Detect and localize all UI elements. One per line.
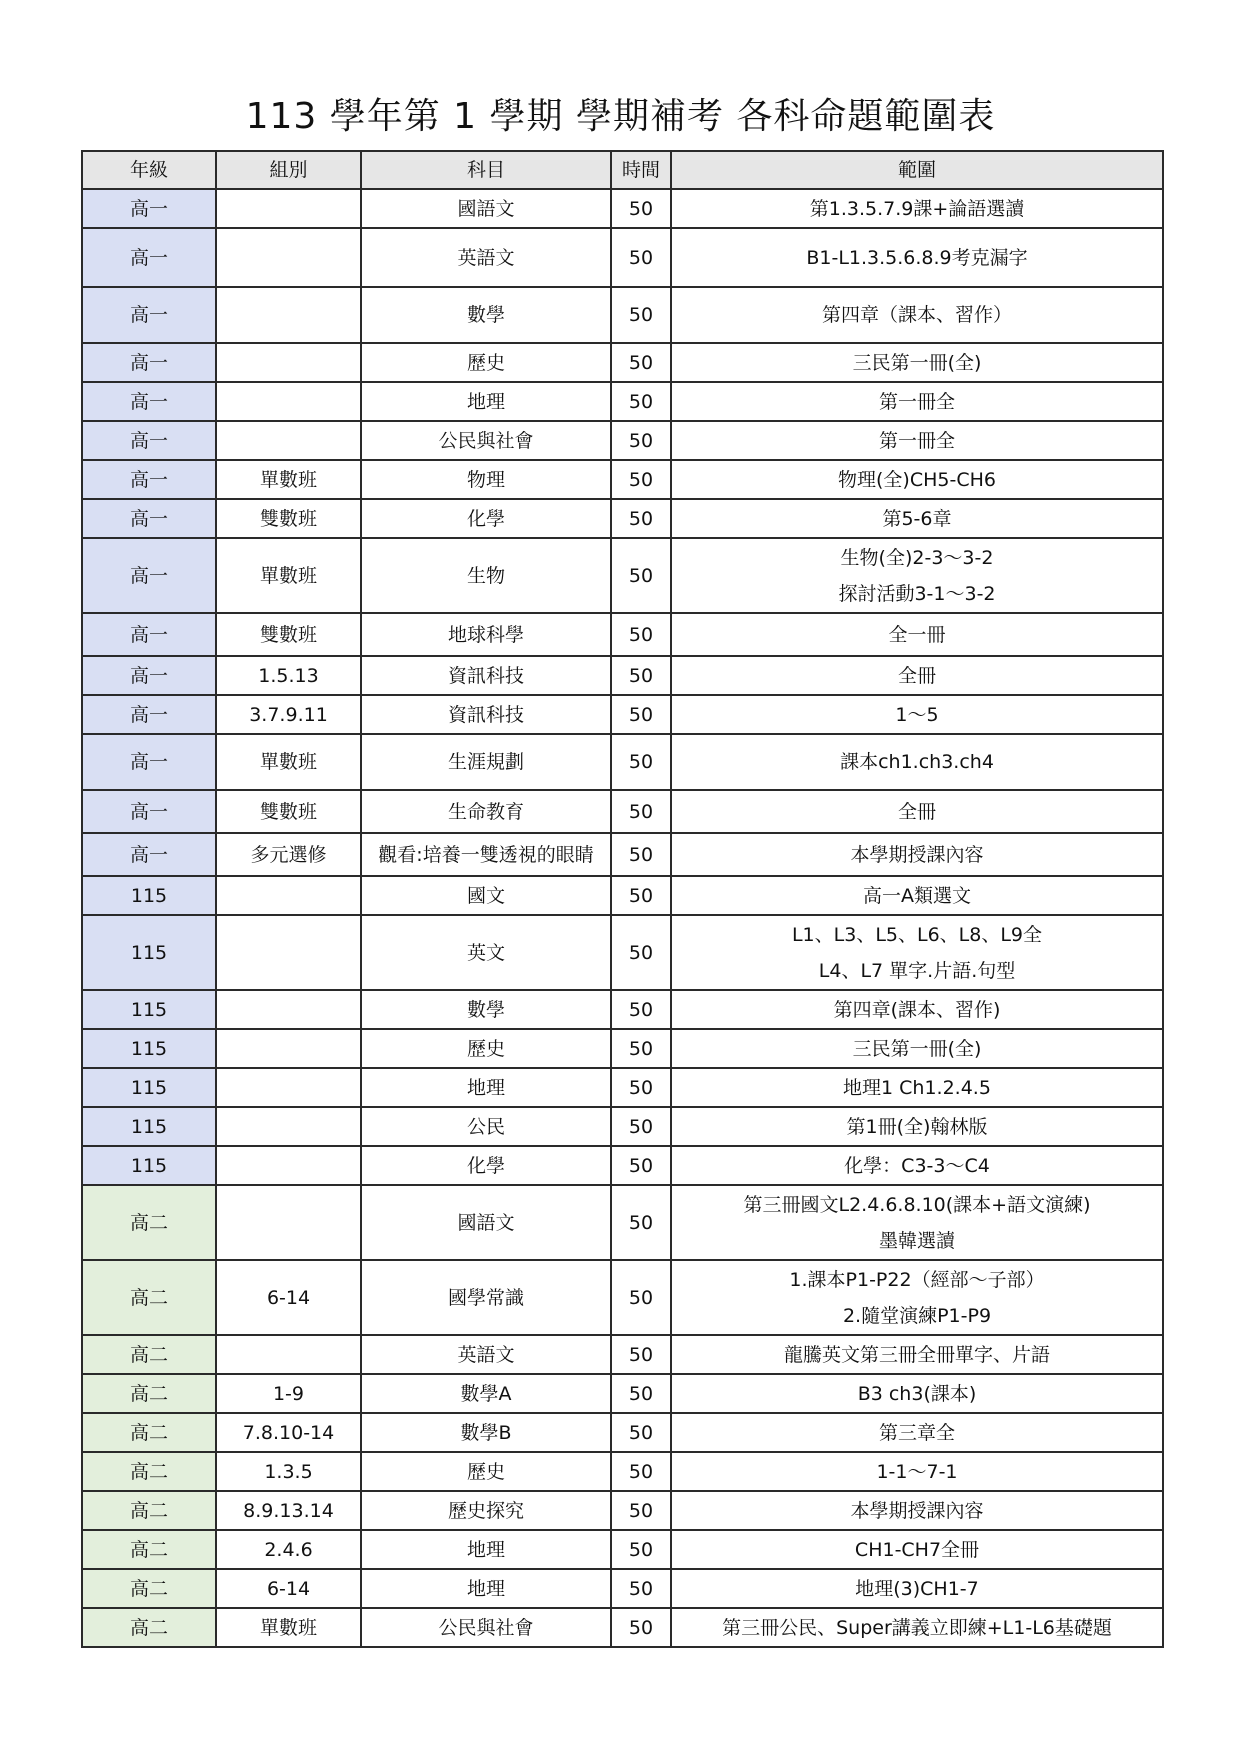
subject-cell: 地理 — [361, 382, 611, 421]
scope-cell — [671, 1569, 1163, 1608]
group-cell — [216, 228, 361, 287]
scope-line: 第三冊國文L2.4.6.8.10(課本+語文演練) — [743, 1193, 1091, 1216]
scope-line: 2.隨堂演練P1-P9 — [842, 1304, 992, 1327]
group-cell: 6-14 — [216, 1260, 361, 1335]
scope-line: 第1冊(全)翰林版 — [846, 1115, 988, 1138]
time-cell: 50 — [611, 1107, 671, 1146]
scope-cell — [671, 1029, 1163, 1068]
grade-cell: 高一 — [82, 343, 216, 382]
scope-line: 1.課本P1-P22（經部～子部） — [789, 1268, 1045, 1291]
grade-cell: 高一 — [82, 538, 216, 613]
time-cell: 50 — [611, 1491, 671, 1530]
scope-cell — [671, 228, 1163, 287]
time-cell: 50 — [611, 421, 671, 460]
grade-cell: 高二 — [82, 1530, 216, 1569]
time-cell: 50 — [611, 1185, 671, 1260]
subject-cell: 國語文 — [361, 1185, 611, 1260]
scope-line: 1-1～7-1 — [876, 1460, 958, 1483]
group-cell — [216, 287, 361, 343]
time-cell: 50 — [611, 876, 671, 915]
grade-cell: 高一 — [82, 287, 216, 343]
scope-line: 全冊 — [897, 664, 936, 687]
exam-scope-table — [81, 150, 1164, 1648]
subject-cell: 地理 — [361, 1569, 611, 1608]
scope-line: 第一冊全 — [878, 390, 955, 413]
grade-cell: 高一 — [82, 833, 216, 876]
table-row — [82, 1146, 1163, 1185]
time-cell: 50 — [611, 1530, 671, 1569]
scope-cell — [671, 990, 1163, 1029]
grade-cell: 115 — [82, 990, 216, 1029]
scope-line: 龍騰英文第三冊全冊單字、片語 — [783, 1343, 1050, 1366]
group-cell: 1.5.13 — [216, 656, 361, 695]
scope-cell — [671, 460, 1163, 499]
subject-cell: 化學 — [361, 499, 611, 538]
table-row — [82, 460, 1163, 499]
header-time: 時間 — [611, 151, 671, 189]
table-row — [82, 1185, 1163, 1260]
time-cell: 50 — [611, 990, 671, 1029]
time-cell: 50 — [611, 1029, 671, 1068]
grade-cell: 高一 — [82, 613, 216, 656]
scope-cell — [671, 876, 1163, 915]
subject-cell: 數學 — [361, 990, 611, 1029]
scope-cell — [671, 613, 1163, 656]
table-row — [82, 1260, 1163, 1335]
scope-cell — [671, 1608, 1163, 1647]
grade-cell: 高二 — [82, 1452, 216, 1491]
group-cell — [216, 876, 361, 915]
scope-line: 三民第一冊(全) — [852, 1037, 982, 1060]
subject-cell: 國語文 — [361, 189, 611, 228]
subject-cell: 數學B — [361, 1413, 611, 1452]
scope-cell — [671, 734, 1163, 790]
group-cell: 單數班 — [216, 1608, 361, 1647]
group-cell: 雙數班 — [216, 613, 361, 656]
grade-cell: 115 — [82, 1068, 216, 1107]
subject-cell: 數學 — [361, 287, 611, 343]
scope-line: 物理(全)CH5-CH6 — [838, 468, 996, 491]
scope-cell — [671, 1413, 1163, 1452]
subject-cell: 歷史 — [361, 1029, 611, 1068]
scope-line: 三民第一冊(全) — [852, 351, 982, 374]
scope-line: B3 ch3(課本) — [857, 1382, 977, 1405]
time-cell: 50 — [611, 1413, 671, 1452]
group-cell: 雙數班 — [216, 790, 361, 833]
subject-cell: 歷史探究 — [361, 1491, 611, 1530]
time-cell: 50 — [611, 1608, 671, 1647]
time-cell: 50 — [611, 343, 671, 382]
scope-line: 全一冊 — [888, 623, 946, 646]
scope-cell — [671, 695, 1163, 734]
time-cell: 50 — [611, 1374, 671, 1413]
table-row — [82, 876, 1163, 915]
subject-cell: 地理 — [361, 1068, 611, 1107]
scope-line: 1～5 — [895, 703, 939, 726]
grade-cell: 高一 — [82, 734, 216, 790]
scope-line: 本學期授課內容 — [850, 1499, 984, 1522]
scope-cell — [671, 1107, 1163, 1146]
scope-cell — [671, 656, 1163, 695]
time-cell: 50 — [611, 499, 671, 538]
table-row — [82, 915, 1163, 990]
grade-cell: 高一 — [82, 499, 216, 538]
table-row — [82, 656, 1163, 695]
scope-line: 本學期授課內容 — [850, 843, 984, 866]
subject-cell: 公民與社會 — [361, 421, 611, 460]
group-cell: 雙數班 — [216, 499, 361, 538]
subject-cell: 公民 — [361, 1107, 611, 1146]
scope-cell — [671, 538, 1163, 613]
grade-cell: 高二 — [82, 1185, 216, 1260]
group-cell — [216, 1029, 361, 1068]
table-row — [82, 990, 1163, 1029]
scope-line: 地理(3)CH1-7 — [855, 1577, 979, 1600]
table-row — [82, 695, 1163, 734]
subject-cell: 地球科學 — [361, 613, 611, 656]
scope-cell — [671, 1068, 1163, 1107]
page-title: 113 學年第 1 學期 學期補考 各科命題範圍表 — [245, 96, 996, 137]
table-row — [82, 833, 1163, 876]
grade-cell: 高一 — [82, 421, 216, 460]
grade-cell: 115 — [82, 1107, 216, 1146]
scope-line: 第5-6章 — [882, 507, 952, 530]
group-cell — [216, 343, 361, 382]
grade-cell: 高二 — [82, 1608, 216, 1647]
subject-cell: 化學 — [361, 1146, 611, 1185]
time-cell: 50 — [611, 1260, 671, 1335]
subject-cell: 英語文 — [361, 228, 611, 287]
time-cell: 50 — [611, 833, 671, 876]
scope-cell — [671, 287, 1163, 343]
scope-line: 地理1 Ch1.2.4.5 — [843, 1076, 991, 1099]
time-cell: 50 — [611, 790, 671, 833]
table-row — [82, 499, 1163, 538]
time-cell: 50 — [611, 1569, 671, 1608]
time-cell: 50 — [611, 287, 671, 343]
group-cell: 1.3.5 — [216, 1452, 361, 1491]
table-row — [82, 1374, 1163, 1413]
group-cell — [216, 1107, 361, 1146]
time-cell: 50 — [611, 460, 671, 499]
scope-line: L1、L3、L5、L6、L8、L9全 — [791, 923, 1043, 946]
table-row — [82, 1452, 1163, 1491]
scope-line: 化學：C3-3～C4 — [844, 1154, 990, 1177]
grade-cell: 115 — [82, 876, 216, 915]
subject-cell: 觀看:培養一雙透視的眼睛 — [361, 833, 611, 876]
group-cell: 2.4.6 — [216, 1530, 361, 1569]
table-row — [82, 734, 1163, 790]
header-subject: 科目 — [361, 151, 611, 189]
group-cell — [216, 189, 361, 228]
table-row — [82, 421, 1163, 460]
grade-cell: 115 — [82, 915, 216, 990]
time-cell: 50 — [611, 189, 671, 228]
grade-cell: 高一 — [82, 695, 216, 734]
subject-cell: 國學常識 — [361, 1260, 611, 1335]
subject-cell: 公民與社會 — [361, 1608, 611, 1647]
scope-cell — [671, 790, 1163, 833]
table-row — [82, 790, 1163, 833]
subject-cell: 英文 — [361, 915, 611, 990]
scope-cell — [671, 1185, 1163, 1260]
time-cell: 50 — [611, 1068, 671, 1107]
group-cell — [216, 1335, 361, 1374]
scope-line: 墨韓選讀 — [878, 1229, 955, 1252]
grade-cell: 高一 — [82, 189, 216, 228]
grade-cell: 高二 — [82, 1413, 216, 1452]
subject-cell: 生命教育 — [361, 790, 611, 833]
scope-cell — [671, 915, 1163, 990]
time-cell: 50 — [611, 538, 671, 613]
table-row — [82, 343, 1163, 382]
scope-cell — [671, 1146, 1163, 1185]
time-cell: 50 — [611, 656, 671, 695]
table-row — [82, 1530, 1163, 1569]
group-cell: 8.9.13.14 — [216, 1491, 361, 1530]
scope-cell — [671, 1452, 1163, 1491]
time-cell: 50 — [611, 1146, 671, 1185]
subject-cell: 生涯規劃 — [361, 734, 611, 790]
group-cell — [216, 1068, 361, 1107]
scope-line: L4、L7 單字.片語.句型 — [818, 959, 1016, 982]
table-row — [82, 1107, 1163, 1146]
subject-cell: 數學A — [361, 1374, 611, 1413]
subject-cell: 資訊科技 — [361, 695, 611, 734]
header-scope: 範圍 — [671, 151, 1163, 189]
header-group: 組別 — [216, 151, 361, 189]
scope-line: 第四章(課本、習作) — [833, 998, 1001, 1021]
grade-cell: 高一 — [82, 656, 216, 695]
subject-cell: 生物 — [361, 538, 611, 613]
scope-line: 第一冊全 — [878, 429, 955, 452]
scope-line: 第三冊公民、Super講義立即練+L1-L6基礎題 — [722, 1616, 1112, 1639]
grade-cell: 高二 — [82, 1374, 216, 1413]
time-cell: 50 — [611, 1452, 671, 1491]
scope-line: 全冊 — [897, 800, 936, 823]
grade-cell: 高二 — [82, 1335, 216, 1374]
subject-cell: 地理 — [361, 1530, 611, 1569]
scope-cell — [671, 499, 1163, 538]
scope-cell — [671, 1260, 1163, 1335]
group-cell: 1-9 — [216, 1374, 361, 1413]
subject-cell: 英語文 — [361, 1335, 611, 1374]
grade-cell: 高一 — [82, 382, 216, 421]
time-cell: 50 — [611, 695, 671, 734]
group-cell: 7.8.10-14 — [216, 1413, 361, 1452]
group-cell: 6-14 — [216, 1569, 361, 1608]
scope-line: 第1.3.5.7.9課+論語選讀 — [809, 197, 1025, 220]
scope-cell — [671, 1374, 1163, 1413]
subject-cell: 歷史 — [361, 343, 611, 382]
group-cell — [216, 421, 361, 460]
table-row — [82, 1569, 1163, 1608]
scope-cell — [671, 189, 1163, 228]
table-row — [82, 538, 1163, 613]
scope-line: 生物(全)2-3～3-2 — [840, 546, 994, 569]
table-row — [82, 1491, 1163, 1530]
group-cell: 3.7.9.11 — [216, 695, 361, 734]
group-cell — [216, 1185, 361, 1260]
table-row — [82, 1335, 1163, 1374]
scope-line: 第三章全 — [878, 1421, 955, 1444]
grade-cell: 高二 — [82, 1260, 216, 1335]
group-cell: 單數班 — [216, 460, 361, 499]
scope-cell — [671, 382, 1163, 421]
scope-cell — [671, 421, 1163, 460]
grade-cell: 115 — [82, 1029, 216, 1068]
scope-line: 第四章（課本、習作） — [821, 304, 1012, 326]
scope-line: 探討活動3-1～3-2 — [838, 582, 996, 605]
grade-cell: 高二 — [82, 1569, 216, 1608]
scope-cell — [671, 1530, 1163, 1569]
scope-line: 高一A類選文 — [863, 884, 971, 907]
header-row — [82, 151, 1163, 189]
scope-line: B1-L1.3.5.6.8.9考克漏字 — [806, 246, 1028, 269]
grade-cell: 高一 — [82, 228, 216, 287]
table-row — [82, 1068, 1163, 1107]
grade-cell: 115 — [82, 1146, 216, 1185]
table-row — [82, 1608, 1163, 1647]
grade-cell: 高一 — [82, 790, 216, 833]
group-cell: 單數班 — [216, 538, 361, 613]
subject-cell: 歷史 — [361, 1452, 611, 1491]
table-row — [82, 382, 1163, 421]
header-grade: 年級 — [82, 151, 216, 189]
table-body — [82, 189, 1163, 1647]
group-cell: 單數班 — [216, 734, 361, 790]
table-row — [82, 228, 1163, 287]
time-cell: 50 — [611, 382, 671, 421]
group-cell: 多元選修 — [216, 833, 361, 876]
table-row — [82, 613, 1163, 656]
subject-cell: 資訊科技 — [361, 656, 611, 695]
table-row — [82, 1029, 1163, 1068]
group-cell — [216, 990, 361, 1029]
time-cell: 50 — [611, 613, 671, 656]
scope-line: CH1-CH7全冊 — [854, 1538, 980, 1561]
subject-cell: 物理 — [361, 460, 611, 499]
scope-cell — [671, 833, 1163, 876]
scope-cell — [671, 1491, 1163, 1530]
time-cell: 50 — [611, 228, 671, 287]
table-row — [82, 189, 1163, 228]
group-cell — [216, 915, 361, 990]
grade-cell: 高一 — [82, 460, 216, 499]
group-cell — [216, 1146, 361, 1185]
table-row — [82, 1413, 1163, 1452]
scope-cell — [671, 343, 1163, 382]
group-cell — [216, 382, 361, 421]
time-cell: 50 — [611, 734, 671, 790]
scope-line: 課本ch1.ch3.ch4 — [840, 751, 994, 773]
scope-cell — [671, 1335, 1163, 1374]
table-row — [82, 287, 1163, 343]
subject-cell: 國文 — [361, 876, 611, 915]
time-cell: 50 — [611, 915, 671, 990]
time-cell: 50 — [611, 1335, 671, 1374]
grade-cell: 高二 — [82, 1491, 216, 1530]
